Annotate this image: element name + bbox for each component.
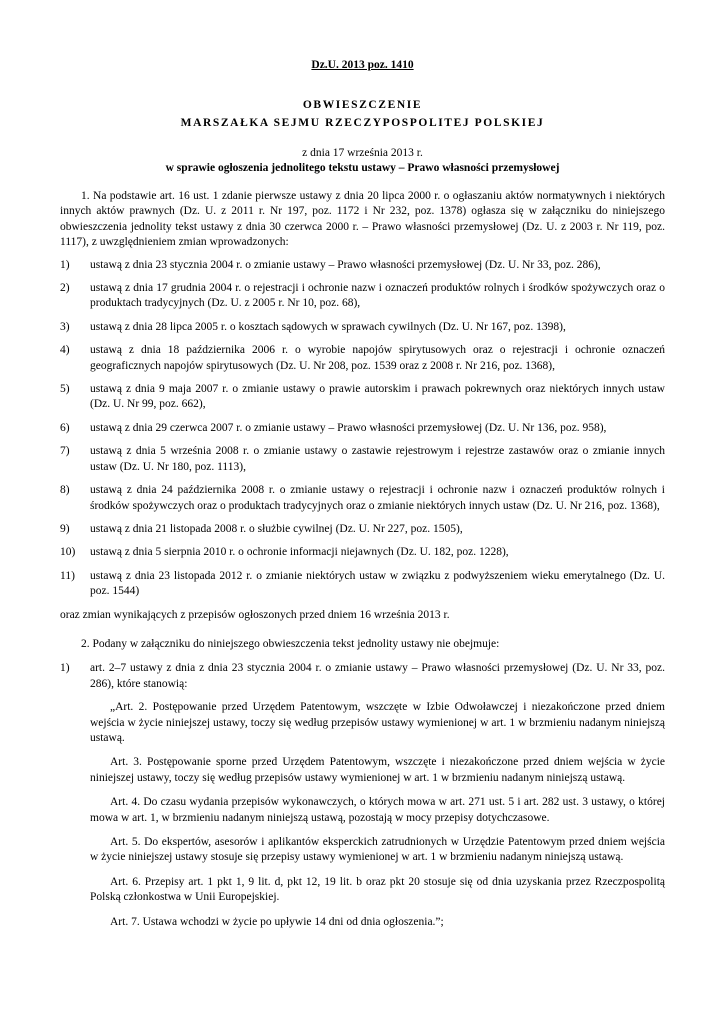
list-item <box>60 444 665 475</box>
list-item <box>60 343 665 374</box>
document-page <box>60 58 665 939</box>
list-item-text: ustawą z dnia 5 sierpnia 2010 r. o ochronie informacji niejawnych (Dz. U. 182, poz. 1228), <box>90 546 509 559</box>
list-item-text: ustawą z dnia 29 czerwca 2007 r. o zmianie ustawy – Prawo własności przemysłowej (Dz. U. Nr 136, poz. 958), <box>90 421 607 434</box>
amendments-list <box>60 258 665 600</box>
quoted-article-2: „Art. 2. Postępowanie przed Urzędem Patentowym, wszczęte w Izbie Odwoławczej i niezakończone przed dniem wejścia w życie niniejszej ustawy, toczy się według przepisów ustawy wymienionej w art. 1 w brzmieniu nadanym niniejszą ustawą. <box>90 701 665 744</box>
list-item-text: ustawą z dnia 17 grudnia 2004 r. o rejestracji i ochronie nazw i oznaczeń produktów rolnych i środków spożywczych oraz o produktach tradycyjnych (Dz. U. z 2005 r. Nr 10, poz. 68), <box>90 282 665 310</box>
issuing-authority: MARSZAŁKA SEJMU RZECZYPOSPOLITEJ POLSKIEJ <box>180 117 545 129</box>
list-item-number: 5) <box>60 383 70 396</box>
quoted-article-5: Art. 5. Do ekspertów, asesorów i aplikantów eksperckich zatrudnionych w Urzędzie Patentowym przed dniem wejścia w życie niniejszej ustawy stosuje się przepisy ustawy wymienionej w art. 1 w brzmieniu nadanym niniejszą ustawą. <box>90 836 665 864</box>
list-item-number: 1) <box>60 258 70 271</box>
quoted-article-3: Art. 3. Postępowanie sporne przed Urzędem Patentowym, wszczęte i niezakończone przed dniem wejścia w życie niniejszej ustawy, toczy się według przepisów ustawy wymienionej w art. 1 w brzmieniu nadanym niniejszą ustawą. <box>90 756 665 784</box>
list-item-text: ustawą z dnia 9 maja 2007 r. o zmianie ustawy o prawie autorskim i prawach pokrewnych oraz niektórych innych ustaw (Dz. U. Nr 99, poz. 662), <box>90 383 665 411</box>
list-item <box>60 483 665 514</box>
list-item <box>60 421 665 436</box>
quoted-article-4: Art. 4. Do czasu wydania przepisów wykonawczych, o których mowa w art. 271 ust. 5 i art. 282 ust. 3 ustawy, o której mowa w art. 1, w brzmieniu nadanym niniejszą ustawą, pozostają w mocy przepisy dotychczasowe. <box>90 796 665 824</box>
list-item-text: art. 2–7 ustawy z dnia z dnia 23 stycznia 2004 r. o zmianie ustawy – Prawo własności przemysłowej (Dz. U. Nr 33, poz. 286), które stanowią: <box>90 662 665 690</box>
document-title: OBWIESZCZENIE <box>302 99 423 111</box>
list-item <box>60 545 665 560</box>
list-item-text: ustawą z dnia 18 października 2006 r. o wyrobie napojów spirytusowych oraz o rejestracji i ochronie oznaczeń geograficznych napojów spirytusowych (Dz. U. Nr 208, poz. 1539 oraz z 2008 r. Nr 216, poz. 1368), <box>90 344 665 372</box>
list-item-number: 8) <box>60 484 70 497</box>
list-item-text: ustawą z dnia 24 października 2008 r. o zmianie ustawy o rejestracji i ochronie nazw i oznaczeń produktów rolnych i środków spożywczych oraz o produktach tradycyjnych oraz o zmianie niektórych innych ustaw (Dz. U. Nr 216, poz. 1368), <box>90 484 665 512</box>
section-2-intro: 2. Podany w załączniku do niniejszego obwieszczenia tekst jednolity ustawy nie obejmuje: <box>81 637 500 650</box>
list-item-number: 9) <box>60 522 70 535</box>
list-item <box>60 661 665 692</box>
list-item-number: 1) <box>60 662 70 675</box>
list-item <box>60 382 665 413</box>
list-item-number: 3) <box>60 320 70 333</box>
list-item-number: 2) <box>60 282 70 295</box>
list-item-number: 4) <box>60 344 70 357</box>
list-item-text: ustawą z dnia 5 września 2008 r. o zmianie ustawy o zastawie rejestrowym i rejestrze zastawów oraz o zmianie innych ustaw (Dz. U. Nr 180, poz. 1113), <box>90 445 665 473</box>
list-item-number: 6) <box>60 421 70 434</box>
list-item-text: ustawą z dnia 21 listopada 2008 r. o służbie cywilnej (Dz. U. Nr 227, poz. 1505), <box>90 522 463 535</box>
journal-reference: Dz.U. 2013 poz. 1410 <box>311 59 414 71</box>
document-subject: w sprawie ogłoszenia jednolitego tekstu ustawy – Prawo własności przemysłowej <box>165 162 560 174</box>
section-1-closing: oraz zmian wynikających z przepisów ogłoszonych przed dniem 16 września 2013 r. <box>60 608 450 621</box>
quoted-article-6: Art. 6. Przepisy art. 1 pkt 1, 9 lit. d, pkt 12, 19 lit. b oraz pkt 20 stosuje się od dnia uzyskania przez Rzeczpospolitą Polską członkostwa w Unii Europejskiej. <box>90 875 665 904</box>
list-item <box>60 522 665 537</box>
list-item <box>60 281 665 312</box>
list-item-text: ustawą z dnia 23 listopada 2012 r. o zmianie niektórych ustaw w związku z podwyższeniem wieku emerytalnego (Dz. U. poz. 1544) <box>90 569 665 598</box>
document-date: z dnia 17 września 2013 r. <box>302 147 423 159</box>
quoted-article-7: Art. 7. Ustawa wchodzi w życie po upływie 14 dni od dnia ogłoszenia.”; <box>110 915 444 928</box>
list-item <box>60 320 665 335</box>
section-1-intro: 1. Na podstawie art. 16 ust. 1 zdanie pierwsze ustawy z dnia 20 lipca 2000 r. o ogłaszaniu aktów normatywnych i niektórych innych aktów prawnych (Dz. U. z 2011 r. Nr 197, poz. 1172 i Nr 232, poz. 1378) ogłasza się w załączniku do niniejszego obwieszczenia jednolity tekst ustawy z dnia 30 czerwca 2000 r. – Prawo własności przemysłowej (Dz. U. z 2003 r. Nr 119, poz. 1117), z uwzględnieniem zmian wprowadzonych: <box>60 190 665 249</box>
list-item-text: ustawą z dnia 23 stycznia 2004 r. o zmianie ustawy – Prawo własności przemysłowej (Dz. U. Nr 33, poz. 286), <box>90 258 601 271</box>
list-item-number: 10) <box>60 546 76 559</box>
list-item-text: ustawą z dnia 28 lipca 2005 r. o kosztach sądowych w sprawach cywilnych (Dz. U. Nr 167, poz. 1398), <box>90 320 566 333</box>
list-item <box>60 258 665 273</box>
list-item-number: 7) <box>60 445 70 458</box>
list-item-number: 11) <box>60 569 75 582</box>
list-item <box>60 569 665 600</box>
